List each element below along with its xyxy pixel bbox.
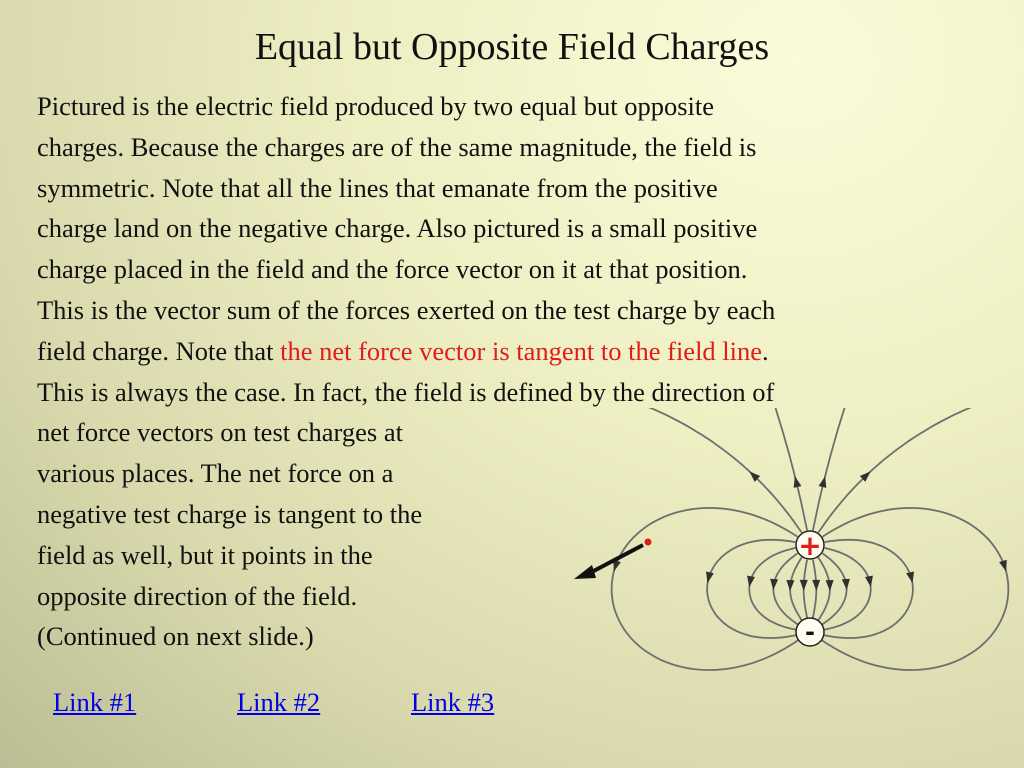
field-line [824,540,913,638]
test-charge-dot [645,539,652,546]
field-line [790,558,802,621]
field-line [585,408,802,533]
field-line [769,408,807,530]
force-vector [574,545,643,579]
link-3[interactable]: Link #3 [411,687,495,717]
field-line [822,508,1009,670]
body-line: (Continued on next slide.) [37,621,314,652]
negative-charge [796,618,824,646]
slide-title: Equal but Opposite Field Charges [254,26,770,68]
body-line-text: . [762,335,769,366]
body-line: negative test charge is tangent to the [37,498,423,529]
body-line: Pictured is the electric field produced by two equal but opposite [37,91,715,121]
positive-charge-label: + [798,529,822,562]
field-line [612,508,799,670]
body-line: charge placed in the field and the force vector on it at that position. [37,254,748,285]
body-line: This is the vector sum of the forces exerted on the test charge by each [37,294,776,325]
field-line-arrowhead [999,560,1007,572]
field-line-arrowhead [794,476,802,488]
negative-charge-label: - [805,618,815,646]
body-line: field as well, but it points in the [37,539,373,570]
field-line-arrowhead [800,580,808,591]
positive-charge [796,529,824,562]
field-line-arrowhead [786,580,794,591]
field-line [813,408,851,530]
field-line-arrowhead [812,580,820,591]
force-vector-arrowhead [574,565,596,579]
electric-field-diagram [560,408,1024,768]
field-line-arrowhead [747,576,755,588]
field-line [707,540,796,638]
body-line: charge land on the negative charge. Also pictured is a small positive [37,213,758,244]
body-line-with-highlight [37,331,997,372]
field-line-arrowhead [865,576,873,588]
body-line: charges. Because the charges are of the same magnitude, the field is [37,131,757,162]
field-line [773,553,798,624]
link-1[interactable]: Link #1 [53,687,137,717]
body-line-text: field charge. Note that [37,335,281,366]
body-line: opposite direction of the field. [37,580,358,611]
body-line: net force vectors on test charges at [37,417,403,448]
body-line: This is always the case. In fact, the field is defined by the direction of [37,376,775,407]
link-2[interactable]: Link #2 [237,687,321,717]
field-line-arrowhead [819,476,827,488]
field-line [822,553,847,624]
body-line: symmetric. Note that all the lines that emanate from the positive [37,172,718,203]
body-line: various places. The net force on a [37,458,394,489]
field-line-arrowhead [826,580,834,591]
highlighted-text: the net force vector is tangent to the field line [280,335,763,366]
field-line [818,558,830,621]
field-line [818,408,1024,533]
